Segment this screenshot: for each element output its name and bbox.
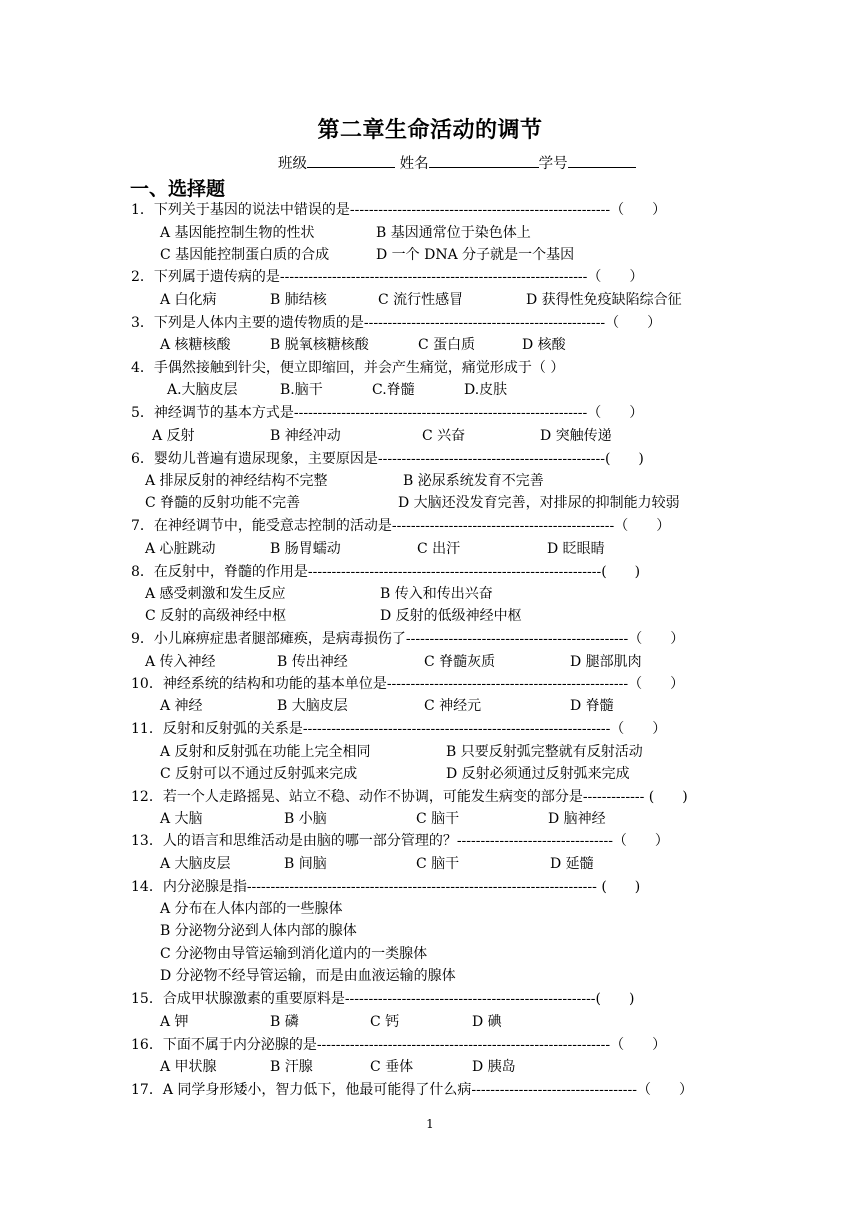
question-17: 17．A 同学身形矮小，智力低下，他最可能得了什么病-----------------------------------（ ） <box>131 1082 693 1098</box>
option[interactable]: C 钙 <box>370 1014 400 1030</box>
question-4: 4．手偶然接触到针尖，便立即缩回，并会产生痛觉，痛觉形成于（ ） <box>131 360 565 376</box>
option[interactable]: C.脊髓 <box>372 382 415 398</box>
option[interactable]: B 汗腺 <box>270 1059 313 1075</box>
question-3: 3．下列是人体内主要的遗传物质的是---------------------------------------------------（ ） <box>131 315 662 331</box>
option[interactable]: D 分泌物不经导管运输，而是由血液运输的腺体 <box>160 968 456 984</box>
option[interactable]: B 大脑皮层 <box>277 698 348 714</box>
option[interactable]: C 流行性感冒 <box>378 292 464 308</box>
id-blank[interactable] <box>568 153 636 168</box>
question-2: 2．下列属于遗传病的是-----------------------------------------------------------------（ ） <box>131 269 644 285</box>
question-11: 11．反射和反射弧的关系是-----------------------------------------------------------------（ ） <box>131 721 667 737</box>
option[interactable]: D 大脑还没发育完善，对排尿的抑制能力较弱 <box>398 495 680 511</box>
option[interactable]: A 感受刺激和发生反应 <box>145 586 286 602</box>
student-info-line <box>278 152 636 173</box>
option[interactable]: B 只要反射弧完整就有反射活动 <box>446 744 643 760</box>
option[interactable]: C 垂体 <box>370 1059 414 1075</box>
option[interactable]: B 基因通常位于染色体上 <box>376 225 531 241</box>
option[interactable]: D 一个 DNA 分子就是一个基因 <box>376 247 575 263</box>
option[interactable]: A 基因能控制生物的性状 <box>160 225 315 241</box>
option[interactable]: B 神经冲动 <box>270 428 341 444</box>
option[interactable]: B 磷 <box>270 1014 299 1030</box>
option[interactable]: C 基因能控制蛋白质的合成 <box>160 247 330 263</box>
option[interactable]: D 胰岛 <box>472 1059 516 1075</box>
option[interactable]: C 脊髓灰质 <box>424 654 496 670</box>
option[interactable]: D 反射必须通过反射弧来完成 <box>446 766 630 782</box>
question-9: 9．小儿麻痹症患者腿部瘫痪，是病毒损伤了-----------------------------------------------（ ） <box>131 631 685 647</box>
option[interactable]: C 反射可以不通过反射弧来完成 <box>160 766 358 782</box>
option[interactable]: A 大脑皮层 <box>160 856 231 872</box>
option[interactable]: B 传入和传出兴奋 <box>380 586 493 602</box>
option[interactable]: A 传入神经 <box>145 654 216 670</box>
option[interactable]: D 反射的低级神经中枢 <box>380 608 522 624</box>
option[interactable]: A 神经 <box>160 698 203 714</box>
option[interactable]: A 分布在人体内部的一些腺体 <box>160 901 343 917</box>
question-1: 1．下列关于基因的说法中错误的是-------------------------------------------------------（ ） <box>131 202 667 218</box>
class-blank[interactable] <box>307 153 395 168</box>
option[interactable]: A.大脑皮层 <box>167 382 238 398</box>
option[interactable]: D 腿部肌肉 <box>570 654 642 670</box>
question-8: 8．在反射中，脊髓的作用是--------------------------------------------------------------( ) <box>131 564 641 580</box>
option[interactable]: D 脊髓 <box>570 698 614 714</box>
option[interactable]: B 间脑 <box>284 856 327 872</box>
option[interactable]: B 分泌物分泌到人体内部的腺体 <box>160 923 357 939</box>
option[interactable]: D.皮肤 <box>464 382 508 398</box>
option[interactable]: D 突触传递 <box>540 428 612 444</box>
question-15: 15．合成甲状腺激素的重要原料是-----------------------------------------------------( ) <box>131 991 635 1007</box>
question-10: 10．神经系统的结构和功能的基本单位是---------------------------------------------------（ ） <box>131 676 685 692</box>
document-title: 第二章生命活动的调节 <box>317 117 543 143</box>
question-12: 12．若一个人走路摇晃、站立不稳、动作不协调，可能发生病变的部分是------------- ( ) <box>131 789 688 805</box>
option[interactable]: B 肠胃蠕动 <box>270 541 341 557</box>
question-14: 14．内分泌腺是指-------------------------------------------------------------------------- ( ) <box>131 879 641 895</box>
question-6: 6．婴幼儿普遍有遗尿现象，主要原因是------------------------------------------------( ) <box>131 451 644 467</box>
option[interactable]: D 核酸 <box>522 337 566 353</box>
option[interactable]: C 脊髓的反射功能不完善 <box>145 495 301 511</box>
class-label: 班级 <box>278 156 307 172</box>
option[interactable]: C 蛋白质 <box>418 337 476 353</box>
option[interactable]: B 传出神经 <box>277 654 348 670</box>
option[interactable]: A 排尿反射的神经结构不完整 <box>145 473 328 489</box>
option[interactable]: D 获得性免疫缺陷综合征 <box>526 292 682 308</box>
option[interactable]: B 泌尿系统发育不完善 <box>403 473 544 489</box>
option[interactable]: A 大脑 <box>160 811 203 827</box>
option[interactable]: B 脱氧核糖核酸 <box>270 337 369 353</box>
option[interactable]: B.脑干 <box>280 382 323 398</box>
option[interactable]: D 延髓 <box>550 856 594 872</box>
option[interactable]: D 脑神经 <box>548 811 606 827</box>
name-blank[interactable] <box>429 153 539 168</box>
option[interactable]: C 神经元 <box>424 698 482 714</box>
option[interactable]: C 出汗 <box>417 541 461 557</box>
name-label: 姓名 <box>399 156 429 172</box>
option[interactable]: D 眨眼睛 <box>547 541 605 557</box>
question-7: 7．在神经调节中，能受意志控制的活动是-----------------------------------------------（ ） <box>131 518 671 534</box>
question-5: 5．神经调节的基本方式是--------------------------------------------------------------（ ） <box>131 405 644 421</box>
section-heading: 一、选择题 <box>130 178 226 200</box>
question-16: 16．下面不属于内分泌腺的是--------------------------------------------------------------（ ） <box>131 1037 667 1053</box>
option[interactable]: C 脑干 <box>416 811 460 827</box>
option[interactable]: B 肺结核 <box>270 292 327 308</box>
option[interactable]: B 小脑 <box>284 811 327 827</box>
option[interactable]: C 兴奋 <box>422 428 466 444</box>
option[interactable]: D 碘 <box>472 1014 502 1030</box>
option[interactable]: A 白化病 <box>160 292 217 308</box>
option[interactable]: A 反射和反射弧在功能上完全相同 <box>160 744 371 760</box>
question-13: 13．人的语言和思维活动是由脑的哪一部分管理的？---------------------------------（ ） <box>131 833 669 849</box>
option[interactable]: A 钾 <box>160 1014 189 1030</box>
option[interactable]: A 反射 <box>152 428 195 444</box>
option[interactable]: C 脑干 <box>416 856 460 872</box>
page-number: 1 <box>426 1117 434 1131</box>
option[interactable]: C 反射的高级神经中枢 <box>145 608 287 624</box>
id-label: 学号 <box>538 156 568 172</box>
option[interactable]: A 核糖核酸 <box>160 337 231 353</box>
option[interactable]: A 甲状腺 <box>160 1059 217 1075</box>
option[interactable]: C 分泌物由导管运输到消化道内的一类腺体 <box>160 946 428 962</box>
option[interactable]: A 心脏跳动 <box>145 541 216 557</box>
